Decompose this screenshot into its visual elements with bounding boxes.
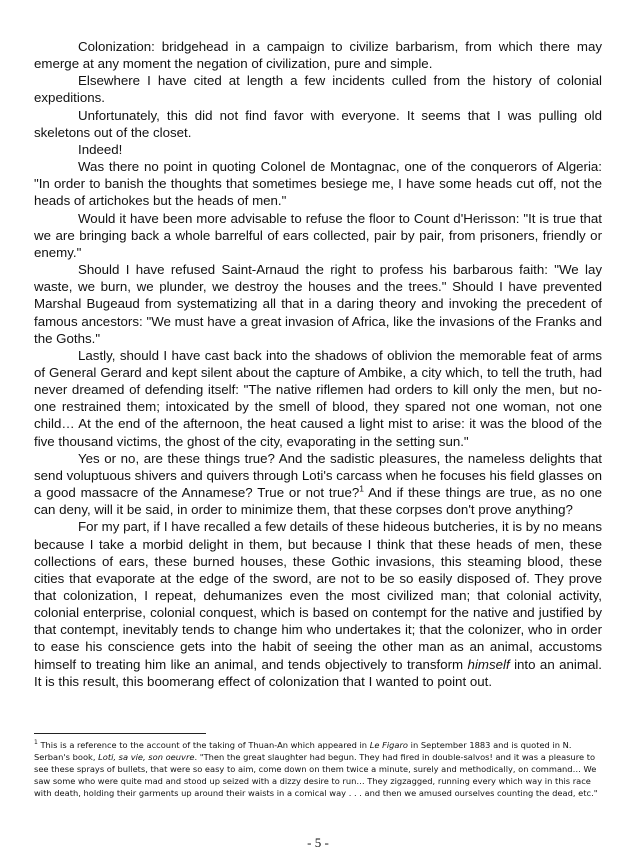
paragraph-true-or-not bbox=[34, 450, 602, 519]
paragraph-indeed: Indeed! bbox=[78, 141, 123, 157]
footnote-text-b: in September 1883 and is quoted in N. Serban's book, bbox=[34, 740, 572, 763]
paragraph-true-text-b: And if these things are true, as no one can deny, will it be said, in order to minimize them, that these corpses don't prove anything? bbox=[34, 485, 602, 518]
footnote-reference[interactable]: 1 bbox=[359, 483, 364, 494]
footnote-text-a: This is a reference to the account of the taking of Thuan-An which appeared in bbox=[40, 740, 370, 750]
main-text bbox=[34, 38, 602, 690]
paragraph-cited: Elsewhere I have cited at length a few incidents culled from the history of colonial expeditions. bbox=[34, 73, 602, 106]
paragraph-herisson: Would it have been more advisable to refuse the floor to Count d'Herisson: "It is true that we are bringing back a whole barrelful of ears collected, pair by pair, from prisoners, friendly or enemy." bbox=[34, 210, 602, 260]
paragraph-for-my-part bbox=[34, 518, 602, 690]
footnote-source-figaro: Le Figaro bbox=[369, 740, 408, 750]
paragraph-montagnac: Was there no point in quoting Colonel de Montagnac, one of the conquerors of Algeria: "In order to banish the thoughts that sometimes besiege me, I have some heads cut off, not the heads of artichokes but the heads of men." bbox=[34, 159, 602, 209]
paragraph-last-text-a: For my part, if I have recalled a few details of these hideous butcheries, it is by no means because I take a morbid delight in them, but because I think that these heads of men, these collections of ears, these burned houses, these Gothic invasions, this steaming blood, these cities that evaporate at the edge of the sword, are not to be so easily disposed of. They prove that colonization, I repeat, dehumanizes even the most civilized man; that colonial activity, colonial enterprise, colonial conquest, which is based on contempt for the native and justified by that contempt, inevitably tends to change him who undertakes it; that the colonizer, who in order to ease his conscience gets into the habit of seeing the other man as an animal, accustoms himself to treating him like an animal, and tends objectively to transform bbox=[34, 519, 602, 672]
footnote-number: 1 bbox=[34, 739, 38, 747]
paragraph-saint-arnaud: Should I have refused Saint-Arnaud the right to profess his barbarous faith: "We lay waste, we burn, we plunder, we destroy the houses and the trees." Should I have prevented Marshal Bugeaud from systematizing all that in a daring theory and invoking the precedent of famous ancestors: "We must have a great invasion of Africa, like the invasions of the Franks and the Goths." bbox=[34, 262, 602, 346]
footnote-text-c: . "Then the great slaughter had begun. They had fired in double-salvos! and it was a pleasure to see these sprays of bullets, that were so easy to aim, come down on them twice a minute, surely and methodically, on command… We saw some who were quite mad and stood up seized with a dizzy desire to run… They zigzagged, running every which way in this race with death, holding their garments up around their waists in a comical way . . . and then we amused ourselves counting the dead, etc." bbox=[34, 752, 598, 799]
footnote bbox=[34, 739, 602, 799]
paragraph-true-text-a: Yes or no, are these things true? And the sadistic pleasures, the nameless delights that send voluptuous shivers and quivers through Loti's carcass when he focuses his field glasses on a good massacre of the Annamese? True or not true? bbox=[34, 450, 602, 501]
paragraph-last-text-b: into an animal. It is this result, this boomerang effect of colonization that I wanted to point out. bbox=[34, 656, 602, 689]
footnote-divider bbox=[34, 733, 206, 734]
paragraph-colonization: Colonization: bridgehead in a campaign to civilize barbarism, from which there may emerge at any moment the negation of civilization, pure and simple. bbox=[34, 39, 602, 72]
paragraph-unfortunately: Unfortunately, this did not find favor with everyone. It seems that I was pulling old skeletons out of the closet. bbox=[34, 107, 602, 140]
page-number: - 5 - bbox=[307, 835, 329, 850]
paragraph-gerard: Lastly, should I have cast back into the shadows of oblivion the memorable feat of arms of General Gerard and kept silent about the capture of Ambike, a city which, to tell the truth, had never dreamed of defending itself: "The native riflemen had orders to kill only the men, but no-one restrained them; intoxicated by the smell of blood, they spared not one woman, not one child… At the end of the afternoon, the heat caused a light mist to arise: it was the blood of the five thousand victims, the ghost of the city, evaporating in the setting sun." bbox=[34, 347, 602, 449]
emphasis-himself: himself bbox=[467, 656, 510, 672]
footnote-book-title: Loti, sa vie, son oeuvre bbox=[98, 752, 195, 763]
